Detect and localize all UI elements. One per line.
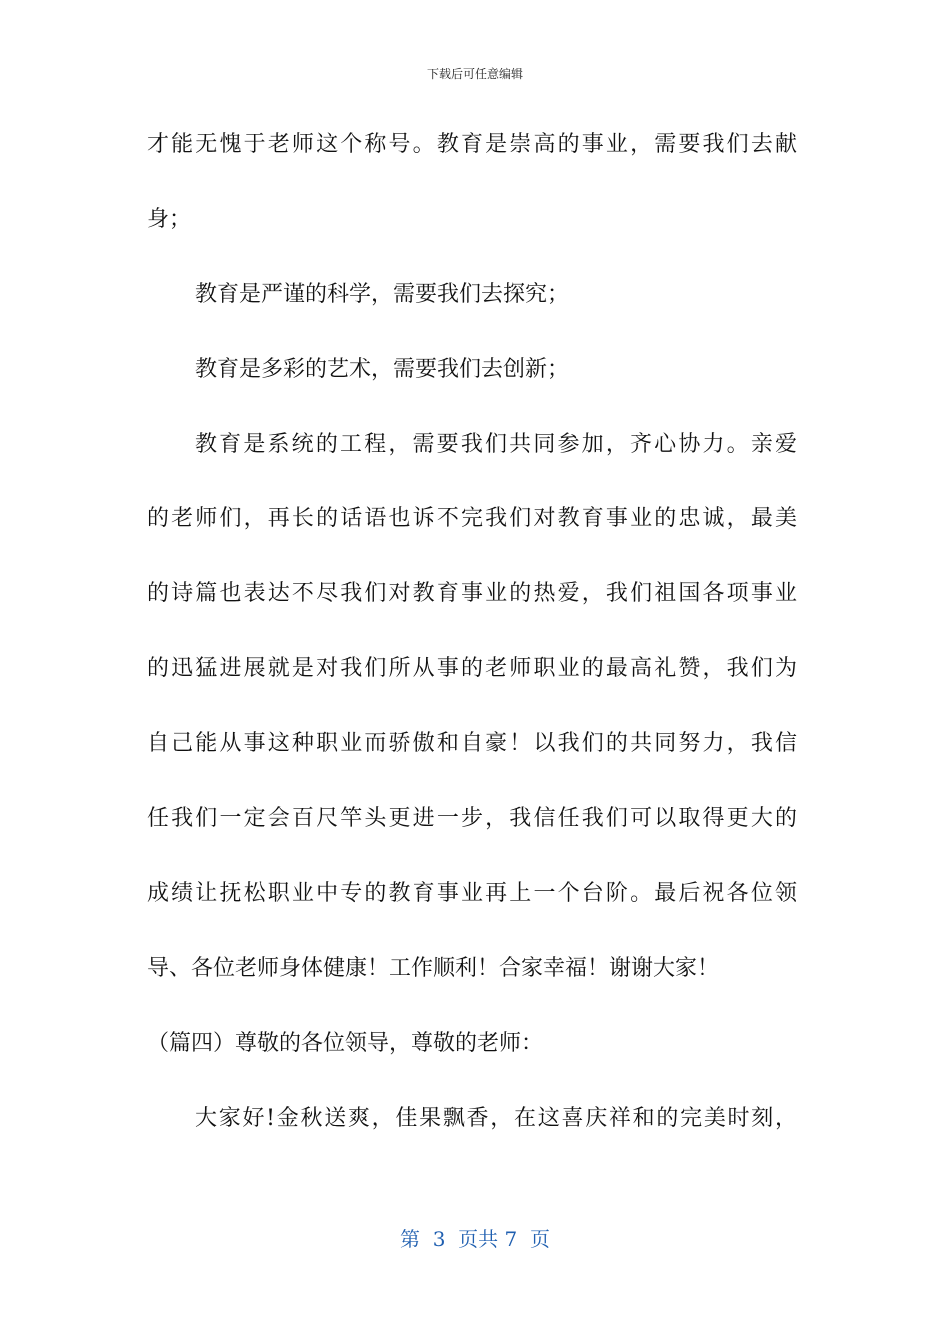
page-number-footer: 第 3 页共 7 页	[400, 1227, 550, 1251]
text-line: 的老师们，再长的话语也诉不完我们对教育事业的忠诚，最美	[147, 506, 797, 532]
page-header: 下载后可任意编辑	[426, 67, 523, 81]
text-line: 教育是系统的工程，需要我们共同参加，齐心协力。亲爱	[195, 431, 797, 457]
text-line: 教育是多彩的艺术，需要我们去创新；	[195, 356, 570, 382]
text-line: 任我们一定会百尺竿头更进一步，我信任我们可以取得更大的	[147, 806, 797, 832]
text-line: 才能无愧于老师这个称号。教育是崇高的事业，需要我们去献	[147, 132, 797, 157]
text-line: 导、各位老师身体健康！工作顺利！合家幸福！谢谢大家！	[147, 955, 720, 981]
text-line: 的诗篇也表达不尽我们对教育事业的热爱，我们祖国各项事业	[147, 581, 797, 607]
text-line: 身；	[147, 206, 192, 232]
text-line: 自己能从事这种职业而骄傲和自豪！以我们的共同努力，我信	[147, 731, 797, 757]
document-body	[147, 125, 797, 1173]
section-heading: （篇四）尊敬的各位领导，尊敬的老师：	[147, 1030, 544, 1056]
text-line: 成绩让抚松职业中专的教育事业再上一个台阶。最后祝各位领	[147, 880, 797, 906]
text-line: 教育是严谨的科学，需要我们去探究；	[195, 281, 570, 307]
text-line: 大家好!金秋送爽，佳果飘香，在这喜庆祥和的完美时刻，	[195, 1105, 797, 1131]
text-line: 的迅猛进展就是对我们所从事的老师职业的最高礼赞，我们为	[147, 656, 797, 682]
